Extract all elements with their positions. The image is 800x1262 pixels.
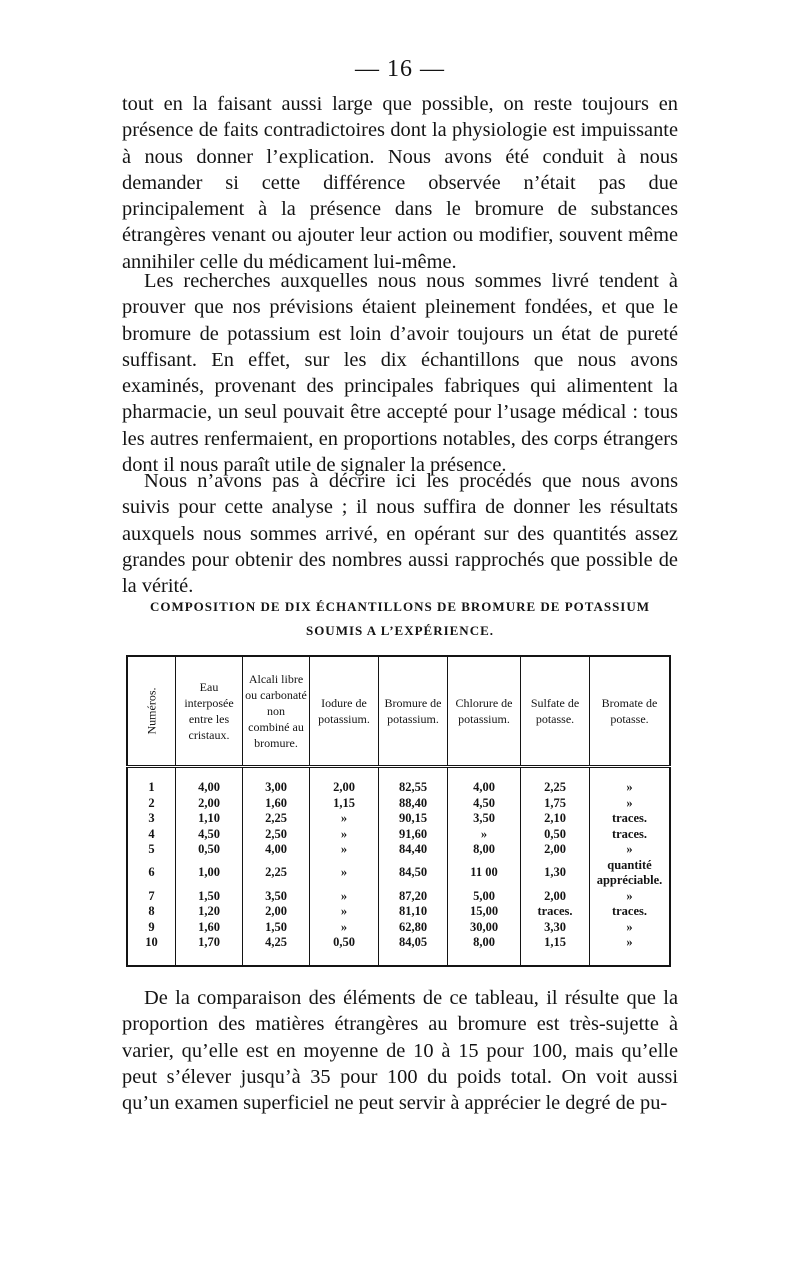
table-cell: 8,00 — [448, 842, 521, 858]
table-cell: 5,00 — [448, 889, 521, 905]
table-cell: 4,00 — [448, 767, 521, 796]
table-cell: 4 — [127, 827, 176, 843]
table-cell: 3,00 — [243, 767, 310, 796]
table-cell: traces. — [590, 811, 671, 827]
table-cell: quantité appréciable. — [590, 858, 671, 889]
table-cell: 1,00 — [176, 858, 243, 889]
table-cell: 4,50 — [176, 827, 243, 843]
table-cell: 1,60 — [176, 920, 243, 936]
table-cell: 3,50 — [243, 889, 310, 905]
table-cell: 1,15 — [521, 935, 590, 966]
table-cell: 84,05 — [379, 935, 448, 966]
header-chlorure: Chlorure de potassium. — [448, 656, 521, 767]
table-cell: 4,00 — [243, 842, 310, 858]
table-header-row — [127, 656, 670, 767]
table-row — [127, 858, 670, 889]
table-row — [127, 889, 670, 905]
table-subtitle: SOUMIS A L’EXPÉRIENCE. — [305, 623, 495, 638]
table-cell: » — [448, 827, 521, 843]
table-cell: 1 — [127, 767, 176, 796]
table-cell: 7 — [127, 889, 176, 905]
table-cell: traces. — [521, 904, 590, 920]
header-numeros: Numéros. — [127, 656, 176, 767]
table-title: COMPOSITION DE DIX ÉCHANTILLONS DE BROMURE DE POTASSIUM — [149, 599, 651, 614]
table-cell: » — [590, 767, 671, 796]
table-cell: 1,50 — [176, 889, 243, 905]
table-cell: » — [310, 811, 379, 827]
table-cell: 1,60 — [243, 796, 310, 812]
page-number: — 16 — — [355, 56, 445, 82]
table-cell: 2,25 — [521, 767, 590, 796]
table-cell: » — [310, 904, 379, 920]
header-alcali: Alcali libre ou carbonaté non combiné au bromure. — [243, 656, 310, 767]
table-cell: 5 — [127, 842, 176, 858]
table-cell: 3,30 — [521, 920, 590, 936]
table-cell: 2,25 — [243, 811, 310, 827]
table-row — [127, 767, 670, 796]
table-cell: » — [590, 796, 671, 812]
table-cell: » — [310, 842, 379, 858]
paragraph-2: Les recherches auxquelles nous nous sommes livré tendent à prouver que nos prévisions étaient pleinement fondées, et que le bromure de potassium est loin d’avoir toujours un état de pureté suffisant. En effet, sur les dix échantillons que nous avons examinés, provenant des principales fabriques qui alimentent la pharmacie, un seul pouvait être accepté pour l’usage médical : tous les autres renfermaient, en proportions notables, des corps étrangers dont il nous paraît utile de signaler la présence. — [122, 270, 678, 477]
header-sulfate: Sulfate de potasse. — [521, 656, 590, 767]
table-cell: 2,00 — [243, 904, 310, 920]
table-cell: 91,60 — [379, 827, 448, 843]
table-cell: 4,25 — [243, 935, 310, 966]
paragraph-1: tout en la faisant aussi large que possible, on reste toujours en présence de faits contradictoires dont la physiologie est impuissante à nous donner l’explication. Nous avons été conduit à nous demander si cette différence observée n’était pas due principalement à la présence dans le bromure de substances étrangères venant ou ajouter leur action ou modifier, souvent même annihiler celle du médicament lui-même. — [122, 93, 678, 273]
header-bromate: Bromate de potasse. — [590, 656, 671, 767]
table-cell: 1,10 — [176, 811, 243, 827]
table-cell: 11 00 — [448, 858, 521, 889]
table-cell: 3 — [127, 811, 176, 827]
table-cell: 15,00 — [448, 904, 521, 920]
table-row — [127, 842, 670, 858]
table-cell: 2,00 — [521, 842, 590, 858]
table-cell: 1,30 — [521, 858, 590, 889]
table-cell: 10 — [127, 935, 176, 966]
header-bromure: Bromure de potassium. — [379, 656, 448, 767]
table-cell: » — [310, 920, 379, 936]
table-cell: 1,20 — [176, 904, 243, 920]
table-cell: 81,10 — [379, 904, 448, 920]
header-iodure: Iodure de potassium. — [310, 656, 379, 767]
table-cell: 0,50 — [521, 827, 590, 843]
table-cell: 8,00 — [448, 935, 521, 966]
paragraph-3: Nous n’avons pas à décrire ici les procédés que nous avons suivis pour cette analyse ; il nous suffira de donner les résultats auxquels nous sommes arrivé, en opérant sur des quantités assez grandes pour obtenir des nombres aussi rapprochés que possible de la vérité. — [122, 470, 678, 598]
table-cell: 1,70 — [176, 935, 243, 966]
table-body — [127, 767, 670, 966]
table-cell: 4,00 — [176, 767, 243, 796]
table-cell: traces. — [590, 827, 671, 843]
table-cell: 3,50 — [448, 811, 521, 827]
table-cell: 87,20 — [379, 889, 448, 905]
table-cell: 2 — [127, 796, 176, 812]
table-cell: 0,50 — [176, 842, 243, 858]
table-cell: » — [310, 827, 379, 843]
table-cell: 2,25 — [243, 858, 310, 889]
table-cell: 2,50 — [243, 827, 310, 843]
table-cell: » — [590, 842, 671, 858]
table-cell: 9 — [127, 920, 176, 936]
table-cell: » — [310, 858, 379, 889]
table-cell: 30,00 — [448, 920, 521, 936]
table-row — [127, 811, 670, 827]
table-row — [127, 920, 670, 936]
table-cell: 90,15 — [379, 811, 448, 827]
table-cell: » — [590, 935, 671, 966]
table-cell: 62,80 — [379, 920, 448, 936]
table-row — [127, 796, 670, 812]
paragraph-4: De la comparaison des éléments de ce tableau, il résulte que la proportion des matières étrangères au bromure est très-sujette à varier, qu’elle est en moyenne de 10 à 15 pour 100, mais qu’elle peut s’élever jusqu’à 35 pour 100 du poids total. On voit aussi qu’un examen superficiel ne peut servir à apprécier le degré de pu- — [122, 987, 678, 1115]
table-cell: 2,00 — [176, 796, 243, 812]
table-row — [127, 935, 670, 966]
table-cell: 2,00 — [521, 889, 590, 905]
table-cell: 0,50 — [310, 935, 379, 966]
table-cell: 4,50 — [448, 796, 521, 812]
table-cell: » — [590, 920, 671, 936]
header-eau: Eau interposée entre les cristaux. — [176, 656, 243, 767]
table-cell: 1,75 — [521, 796, 590, 812]
table-cell: 6 — [127, 858, 176, 889]
table-cell: 82,55 — [379, 767, 448, 796]
table-cell: 88,40 — [379, 796, 448, 812]
table-cell: 2,00 — [310, 767, 379, 796]
table-cell: 84,50 — [379, 858, 448, 889]
table-cell: 84,40 — [379, 842, 448, 858]
table-cell: 8 — [127, 904, 176, 920]
table-cell: » — [310, 889, 379, 905]
table-cell: 1,50 — [243, 920, 310, 936]
table-cell: » — [590, 889, 671, 905]
table-row — [127, 827, 670, 843]
table-cell: traces. — [590, 904, 671, 920]
table-cell: 1,15 — [310, 796, 379, 812]
table-row — [127, 904, 670, 920]
composition-table — [126, 655, 671, 967]
table-cell: 2,10 — [521, 811, 590, 827]
